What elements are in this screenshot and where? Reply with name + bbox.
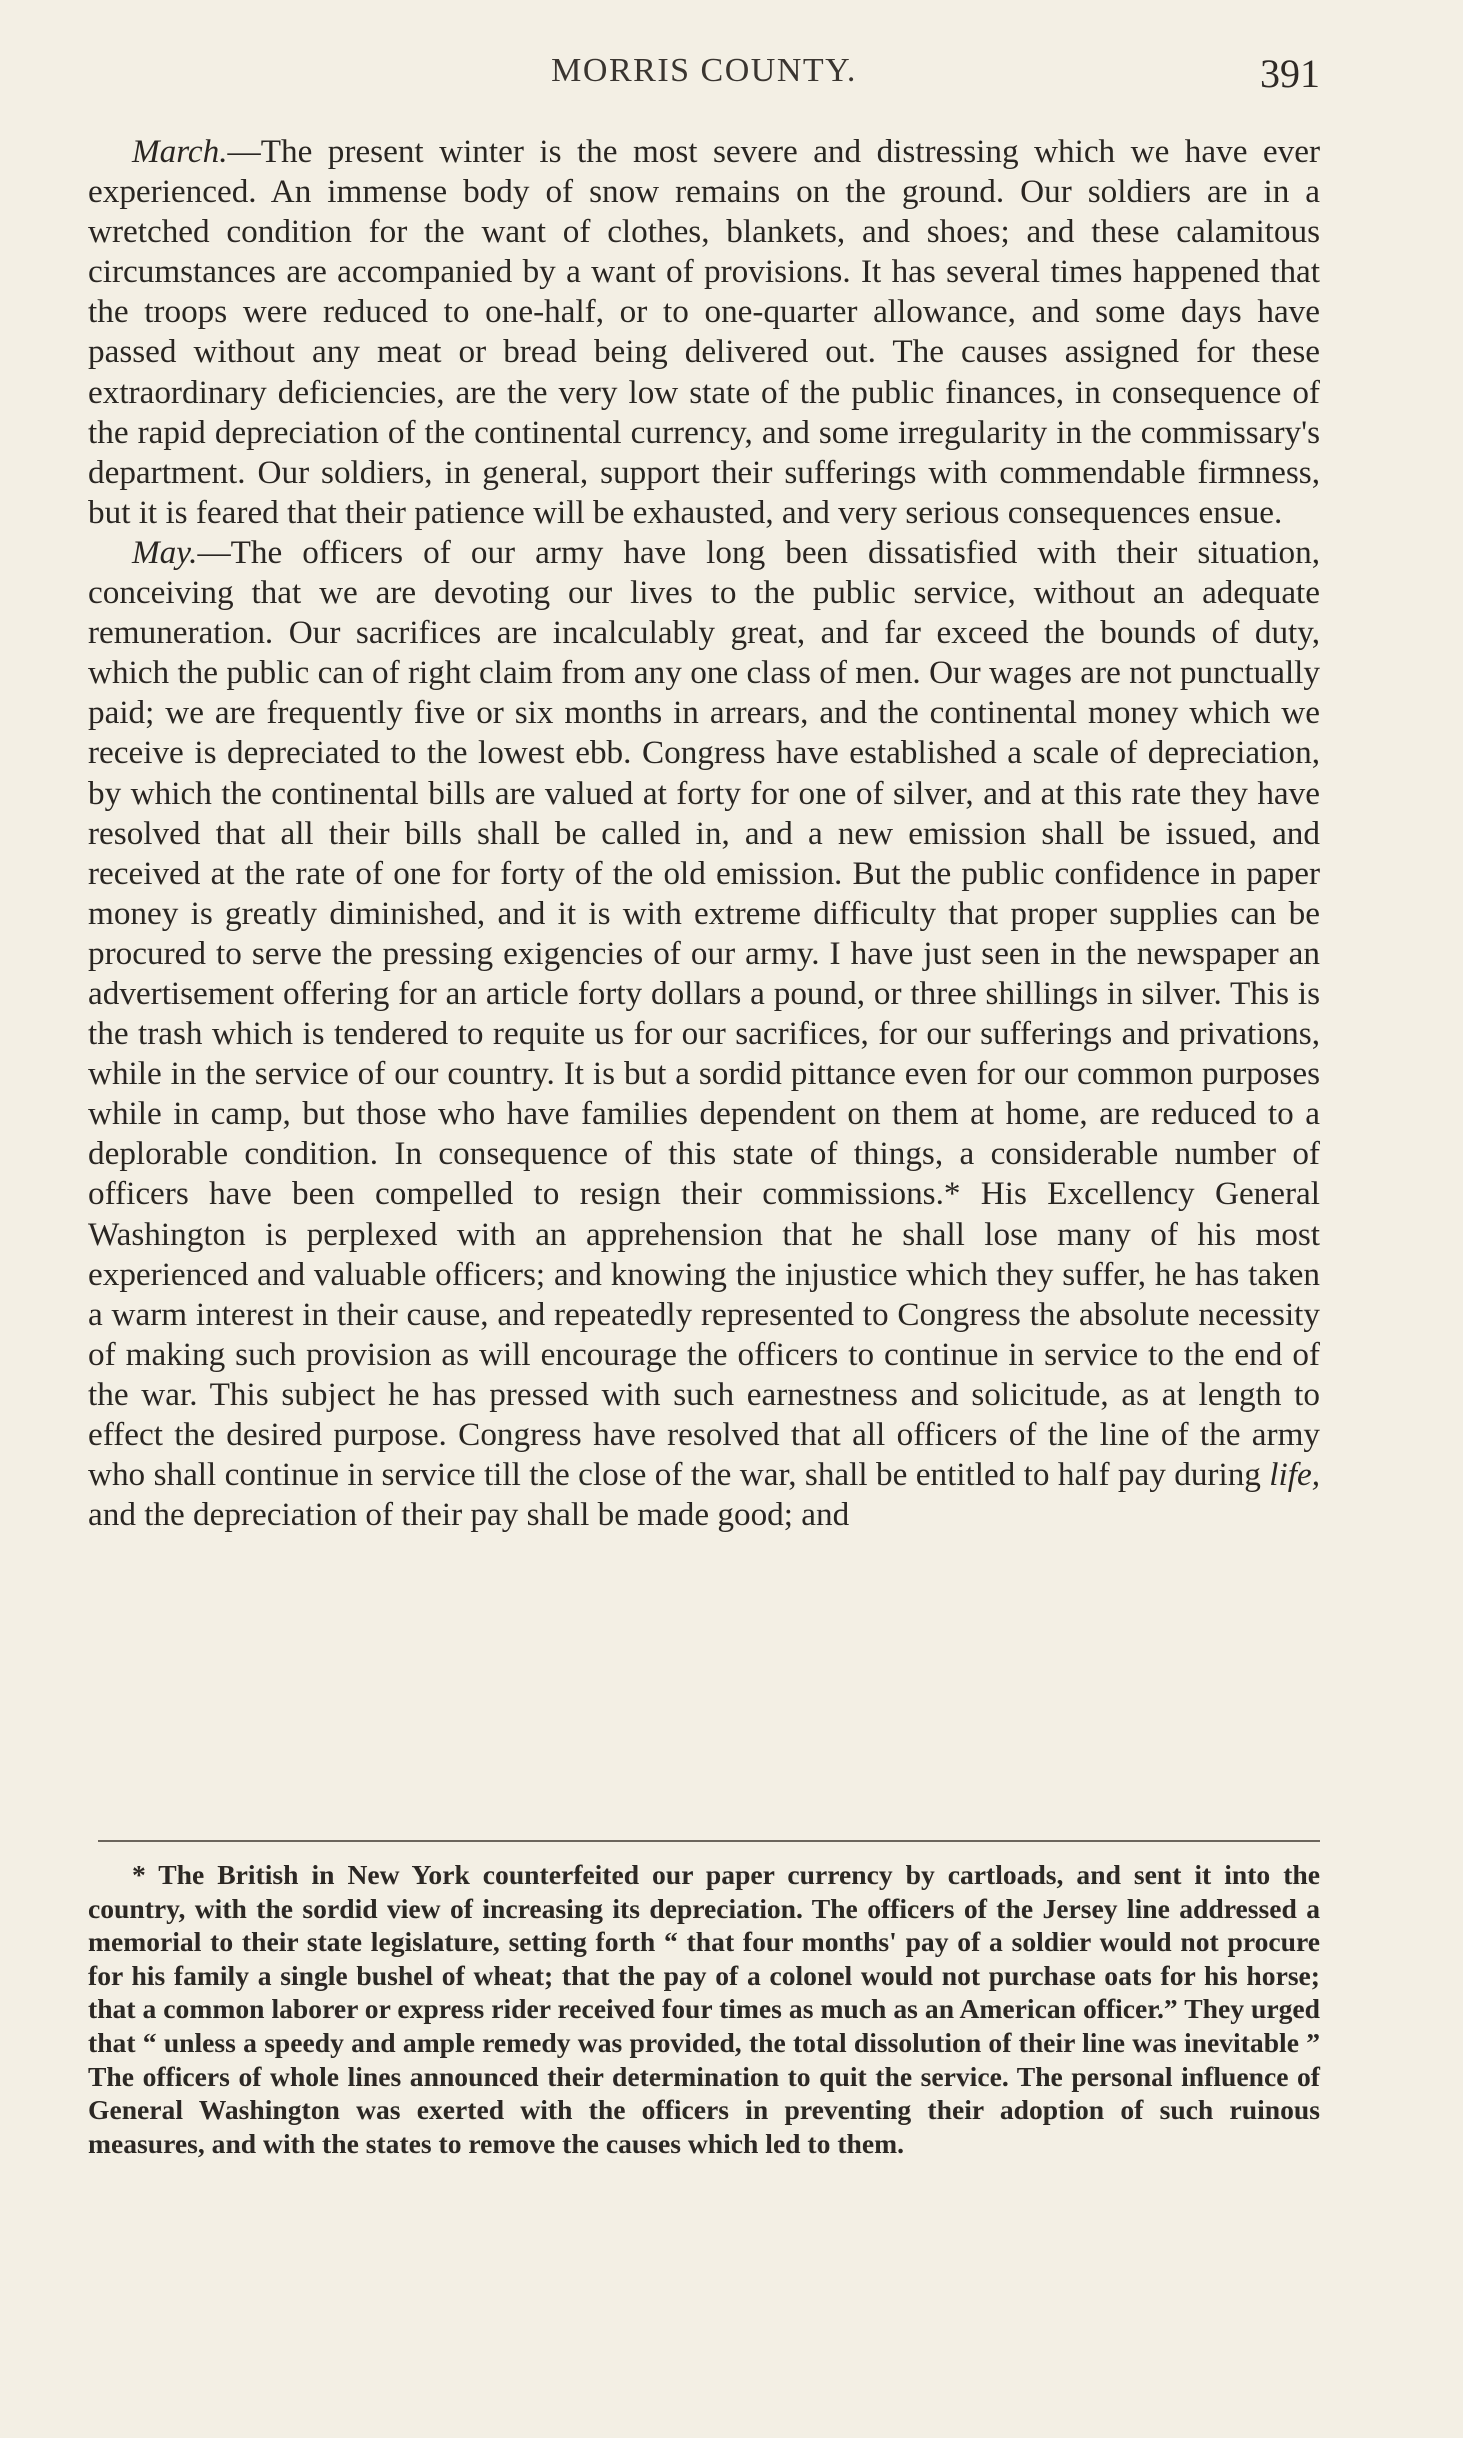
footnote xyxy=(88,1858,1320,2160)
italic-life: life, xyxy=(1269,1456,1320,1494)
footnote-text: * The British in New York counterfeited our paper currency by cartloads, and sent it into the country, with the sordid view of increasing its depreciation. The officers of the Jersey line addressed a memorial to their state legislature, setting forth “ that four months' pay of a soldier would not procure for his family a single bushel of wheat; that the pay of a colonel would not purchase oats for his horse; that a common laborer or express rider received four times as much as an American officer.” They urged that “ unless a speedy and ample remedy was provided, the total dissolution of their line was inevitable ” The officers of whole lines announced their determination to quit the service. The personal influence of General Washington was exerted with the officers in preventing their adoption of such ruinous measures, and with the states to remove the causes which led to them. xyxy=(88,1859,1320,2159)
paragraph-text-may-a: —The officers of our army have long been dissatisfied with their situation, conceiving that we are devoting our lives to the public service, without an adequate remuneration. Our sacrifices are incalculably great, and far exceed the bounds of duty, which the public can of right claim from any one class of men. Our wages are not punctually paid; we are frequently five or six months in arrears, and the continental money which we receive is depreciated to the lowest ebb. Congress have established a scale of depreciation, by which the continental bills are valued at forty for one of silver, and at this rate they have resolved that all their bills shall be called in, and a new emission shall be issued, and received at the rate of one for forty of the old emission. But the public confidence in paper money is greatly diminished, and it is with extreme difficulty that proper supplies can be procured to serve the pressing exigencies of our army. I have just seen in the newspaper an advertisement offering for an article forty dollars a pound, or three shillings in silver. This is the trash which is tendered to requite us for our sacrifices, for our sufferings and privations, while in the service of our country. It is but a sordid pittance even for our common purposes while in camp, but those who have families dependent on them at home, are reduced to a deplorable condition. In consequence of this state of things, a considerable number of officers have been compelled to resign their commissions.* His Excellency General Washington is perplexed with an apprehension that he shall lose many of his most experienced and valuable officers; and knowing the injustice which they suffer, he has taken a warm interest in their cause, and repeatedly represented to Congress the absolute necessity of making such provision as will encourage the officers to continue in service to the end of the war. This subject he has pressed with such earnestness and solicitude, as at length to effect the desired purpose. Congress have resolved that all officers of the line of the army who shall continue in service till the close of the war, shall be entitled to half pay during xyxy=(88,533,1320,1494)
footnote-divider xyxy=(98,1840,1320,1842)
paragraph-may xyxy=(88,533,1320,1535)
page-number: 391 xyxy=(1260,51,1320,96)
paragraph-text-march: —The present winter is the most severe and distressing which we have ever experienced. An immense body of snow remains on the ground. Our soldiers are in a wretched condition for the want of clothes, blankets, and shoes; and these calamitous circumstances are accompanied by a want of provisions. It has several times happened that the troops were reduced to one-half, or to one-quarter allowance, and some days have passed without any meat or bread being delivered out. The causes assigned for these extraordinary deficiencies, are the very low state of the public finances, in consequence of the rapid depreciation of the continental currency, and some irregularity in the commissary's department. Our soldiers, in general, support their sufferings with commendable firmness, but it is feared that their patience will be exhausted, and very serious consequences ensue. xyxy=(88,133,1320,531)
paragraph-lead-may: May. xyxy=(132,533,198,571)
body-text xyxy=(88,132,1320,1535)
paragraph-march xyxy=(88,132,1320,533)
running-head: MORRIS COUNTY. xyxy=(551,52,857,89)
paragraph-text-may-b: and the depreciation of their pay shall be made good; and xyxy=(88,1496,850,1534)
page-header xyxy=(88,52,1320,102)
paragraph-lead-march: March. xyxy=(132,133,228,170)
